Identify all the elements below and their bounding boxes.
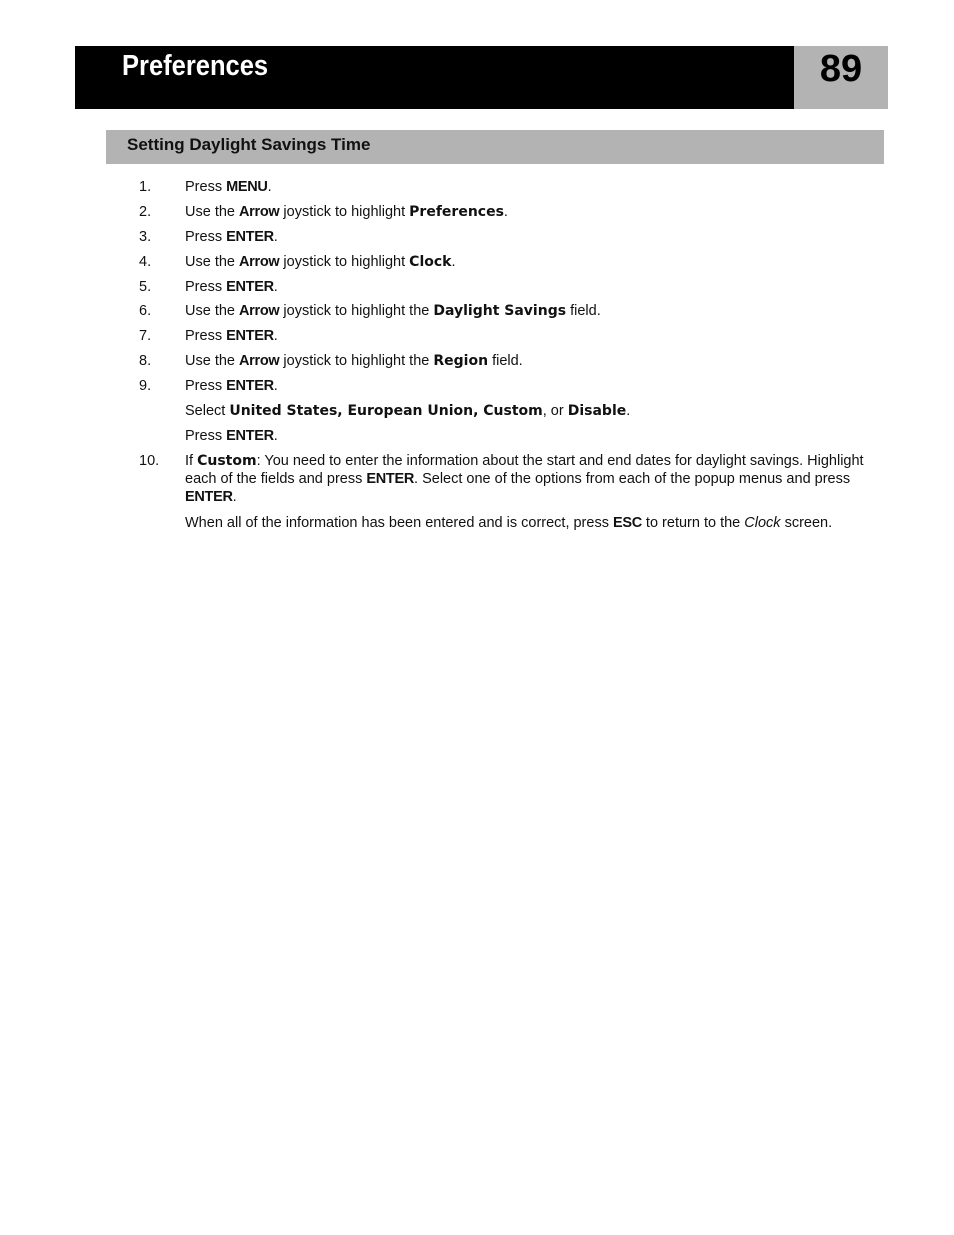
page-number-box — [794, 46, 888, 109]
step-text: Use the Arrow joystick to highlight Clock. — [185, 254, 456, 270]
key-arrow: Arrow — [239, 353, 280, 369]
step-number: 10. — [139, 453, 160, 469]
step-number: 6. — [139, 303, 152, 319]
page-title: Preferences — [122, 50, 269, 82]
region-options: United States, European Union, Custom — [229, 403, 543, 419]
key-arrow: Arrow — [239, 254, 280, 270]
key-enter: ENTER — [185, 489, 233, 505]
key-esc: ESC — [612, 515, 642, 531]
step-text: Use the Arrow joystick to highlight the Region field. — [185, 353, 523, 369]
key-enter: ENTER — [226, 229, 274, 245]
key-enter: ENTER — [226, 279, 274, 295]
step-text: Press MENU. — [185, 179, 272, 195]
step-text: Use the Arrow joystick to highlight the Daylight Savings field. — [185, 303, 601, 319]
key-enter: ENTER — [226, 378, 274, 394]
step-number: 8. — [139, 353, 152, 369]
step-text: Press ENTER. — [185, 279, 278, 295]
page-number: 89 — [819, 48, 863, 90]
step-text: If Custom: You need to enter the information about the start and end dates for daylight savings. Highlight each of the fields and press ENTER. Select one of the options from each of the popup menus and press ENTER. — [185, 453, 864, 505]
key-enter: ENTER — [226, 428, 274, 444]
step-text: Press ENTER. — [185, 378, 278, 394]
field-daylight-savings: Daylight Savings — [433, 303, 567, 319]
key-arrow: Arrow — [239, 303, 280, 319]
menu-item-preferences: Preferences — [409, 204, 504, 220]
step-number: 4. — [139, 254, 152, 270]
final-note: When all of the information has been entered and is correct, press ESC to return to the Clock screen. — [185, 515, 833, 531]
section-title: Setting Daylight Savings Time — [127, 135, 371, 154]
field-region: Region — [433, 353, 489, 369]
step-number: 7. — [139, 328, 152, 344]
step-text: Press ENTER. — [185, 328, 278, 344]
page-header-bar — [75, 46, 794, 109]
option-custom: Custom — [197, 453, 257, 469]
step-text: Press ENTER. — [185, 229, 278, 245]
step-number: 9. — [139, 378, 152, 394]
key-enter: ENTER — [366, 471, 415, 487]
step-text: Use the Arrow joystick to highlight Preferences. — [185, 204, 508, 220]
select-region-instruction: Select United States, European Union, Custom, or Disable. — [185, 403, 631, 419]
step-number: 2. — [139, 204, 152, 220]
menu-item-clock: Clock — [409, 254, 452, 270]
key-enter: ENTER — [226, 328, 274, 344]
key-arrow: Arrow — [239, 204, 280, 220]
section-header-bar — [106, 130, 884, 164]
step-number: 3. — [139, 229, 152, 245]
step-number: 1. — [139, 179, 152, 195]
press-enter-instruction: Press ENTER. — [185, 428, 278, 444]
option-disable: Disable — [567, 403, 627, 419]
key-menu: MENU — [226, 179, 268, 195]
clock-screen-name: Clock — [744, 515, 781, 531]
step-number: 5. — [139, 279, 152, 295]
